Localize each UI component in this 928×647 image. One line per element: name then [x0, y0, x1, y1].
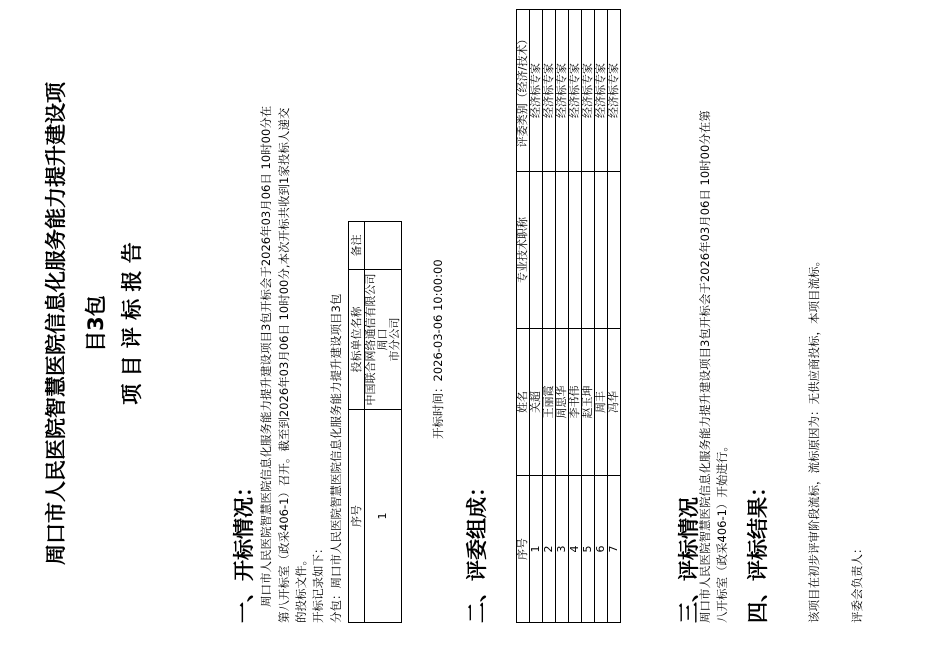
cell-no: 5: [582, 476, 595, 623]
table-row: [595, 10, 608, 623]
col-header-category: 评委类别（经济/技术）: [517, 10, 530, 172]
section2-heading: 二、评委组成：: [465, 476, 489, 623]
table-row: [543, 10, 556, 623]
bidder-name-line2: 市分公司: [388, 317, 401, 362]
bidder-name-line1: 中国联合网络通信有限公司周口: [364, 273, 389, 406]
section1-package-line: 分包：周口市人民医院智慧医院信息化服务能力提升建设项目3包: [329, 293, 343, 623]
table-row: [582, 10, 595, 623]
cell-no: 3: [556, 476, 569, 623]
table-row: [365, 222, 402, 623]
cell-no: 7: [608, 476, 621, 623]
cell-name: 周思华: [556, 329, 569, 476]
cell-title: [569, 172, 582, 329]
col-header-name: 姓名: [517, 329, 530, 476]
section1-para-line1: 周口市人民医院智慧医院信息化服务能力提升建设项目3包开标会于2026年03月06日 10时00分在: [259, 105, 273, 607]
cell-name: 赵玉坤: [582, 329, 595, 476]
evaluation-result: 该项目在初步评审阶段流标，流标原因为：无供应商投标，本项目流标。: [807, 255, 821, 623]
cell-category: 经济标专家: [608, 10, 621, 172]
cell-no: 4: [569, 476, 582, 623]
section4-heading: 四、评标结果：: [746, 476, 770, 623]
col-header-no: 序号: [517, 476, 530, 623]
cell-remark: [365, 222, 402, 270]
committee-chair-label: 评委会负责人：: [850, 542, 864, 623]
cell-category: 经济标专家: [530, 10, 543, 172]
cell-category: 经济标专家: [595, 10, 608, 172]
cell-name: 周丰: [595, 329, 608, 476]
cell-no: 6: [595, 476, 608, 623]
cell-name: 冯华: [608, 329, 621, 476]
report-title-line3: 项 目 评 标 报 告: [120, 242, 144, 405]
col-header-title: 专业技术职称: [517, 172, 530, 329]
cell-category: 经济标专家: [543, 10, 556, 172]
cell-title: [608, 172, 621, 329]
report-title-line1: 周口市人民医院智慧医院信息化服务能力提升建设项: [44, 82, 68, 565]
cell-title: [543, 172, 556, 329]
cell-title: [556, 172, 569, 329]
cell-category: 经济标专家: [569, 10, 582, 172]
section3-para-line2: 八开标室（政采406-1）开始进行。: [715, 440, 729, 623]
table-row: [608, 10, 621, 623]
cell-name: 李书伟: [569, 329, 582, 476]
col-header-bidder: 投标单位名称: [349, 270, 365, 410]
cell-category: 经济标专家: [556, 10, 569, 172]
cell-category: 经济标专家: [582, 10, 595, 172]
bid-opening-table: [348, 221, 402, 623]
section1-heading: 一、开标情况：: [232, 476, 256, 623]
cell-no: 2: [543, 476, 556, 623]
table-row: [556, 10, 569, 623]
table-row: [530, 10, 543, 623]
table-row: [569, 10, 582, 623]
committee-table: [516, 9, 621, 623]
cell-no: 1: [530, 476, 543, 623]
cell-no: 1: [365, 410, 402, 623]
col-header-remark: 备注: [349, 222, 365, 270]
open-time: 开标时间：2026-03-06 10:00:00: [431, 259, 445, 439]
cell-title: [530, 172, 543, 329]
section1-para-line3: 的投标文件。: [294, 554, 308, 623]
section3-heading: 三、评标情况: [677, 497, 701, 623]
cell-title: [582, 172, 595, 329]
report-title-line2: 目3包: [84, 295, 108, 352]
cell-name: 关超: [530, 329, 543, 476]
section1-para-line2: 第八开标室（政采406-1）召开。截至到2026年03月06日 10时00分,本次开标共收到1家投标人递交: [277, 107, 291, 623]
section1-record-intro: 开标记录如下：: [311, 542, 325, 623]
cell-bidder: [365, 270, 402, 410]
section3-para-line1: 周口市人民医院智慧医院信息化服务能力提升建设项目3包开标会于2026年03月06日 10时00分在第: [698, 110, 712, 623]
col-header-no: 序号: [349, 410, 365, 623]
cell-name: 王丽霞: [543, 329, 556, 476]
cell-title: [595, 172, 608, 329]
